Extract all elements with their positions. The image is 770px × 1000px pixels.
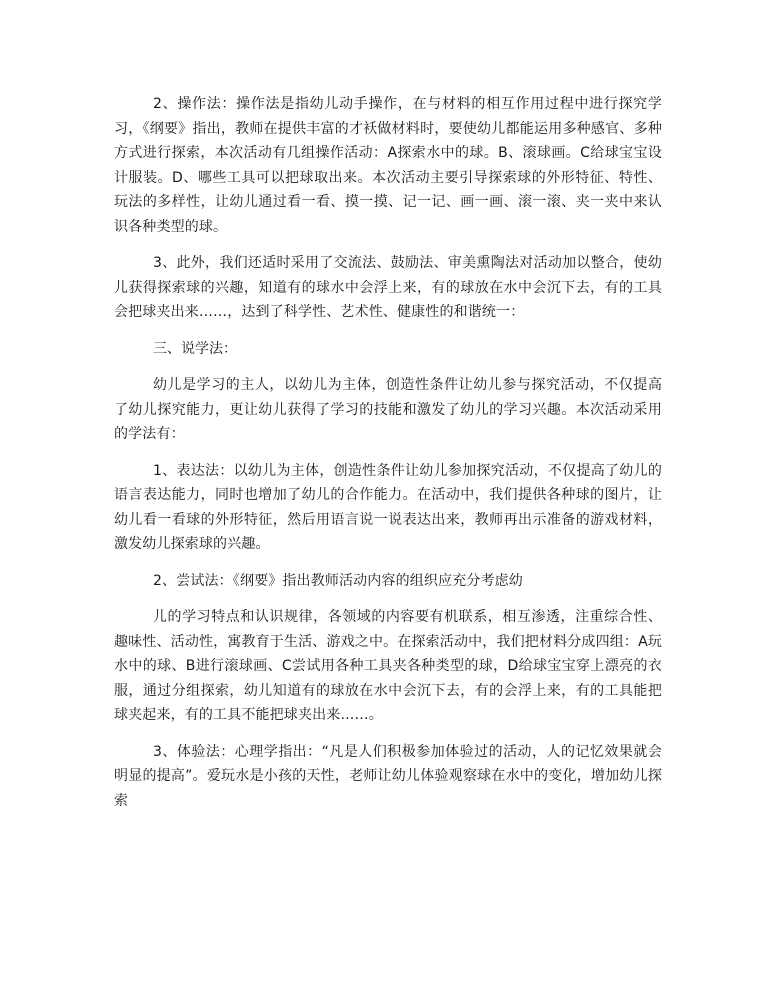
paragraph-trial-method-lead: 2、尝试法：《纲要》指出教师活动内容的组织应充分考虑幼 [153,572,523,589]
paragraph-learning-intro: 幼儿是学习的主人，以幼儿为主体，创造性条件让幼儿参与探究活动，不仅提高了幼儿探究能力，更让幼儿获得了学习的技能和激发了幼儿的学习兴趣。本次活动采用的学法有： [114,377,662,442]
paragraph-operation-method: 2、操作法：操作法是指幼儿动手操作，在与材料的相互作用过程中进行探究学习，《纲要》指出，教师在提供丰富的才袄做材料时，要使幼儿都能运用多种感官、多种方式进行探索，本次活动有几组操作活动：A探索水中的球。B、滚球画。C给球宝宝设计服装。D、哪些工具可以把球取出来。本次活动主要引导探索球的外形特征、特性、玩法的多样性，让幼儿通过看一看、摸一摸、记一记、画一画、滚一滚、夹一夹中来认识各种类型的球。 [114,96,662,235]
paragraph-integration: 3、此外，我们还适时采用了交流法、鼓励法、审美熏陶法对活动加以整合，使幼儿获得探索球的兴趣，知道有的球水中会浮上来，有的球放在水中会沉下去，有的工具会把球夹出来……，达到了科学性、艺术性、健康性的和谐统一： [114,255,662,320]
paragraph-experience-method: 3、体验法：心理学指出：“凡是人们积极参加体验过的活动，人的记忆效果就会明显的提高”。爱玩水是小孩的天性，老师让幼儿体验观察球在水中的变化，增加幼儿探索 [114,743,662,809]
document-page [114,92,662,825]
paragraph-trial-method-body: 儿的学习特点和认识规律，各领域的内容要有机联系，相互渗透，注重综合性、趣味性、活动性，寓教育于生活、游戏之中。在探索活动中，我们把材料分成四组：A玩水中的球、B进行滚球画、C尝试用各种工具夹各种类型的球，D给球宝宝穿上漂亮的衣服，通过分组探索，幼儿知道有的球放在水中会沉下去，有的会浮上来，有的工具能把球夹起来，有的工具不能把球夹出来……。 [114,609,662,723]
section-heading-learning-methods: 三、说学法： [153,340,237,357]
paragraph-expression-method: 1、表达法：以幼儿为主体，创造性条件让幼儿参加探究活动，不仅提高了幼儿的语言表达能力，同时也增加了幼儿的合作能力。在活动中，我们提供各种球的图片，让幼儿看一看球的外形特征，然后用语言说一说表达出来，教师再出示准备的游戏材料，激发幼儿探索球的兴趣。 [114,462,662,552]
